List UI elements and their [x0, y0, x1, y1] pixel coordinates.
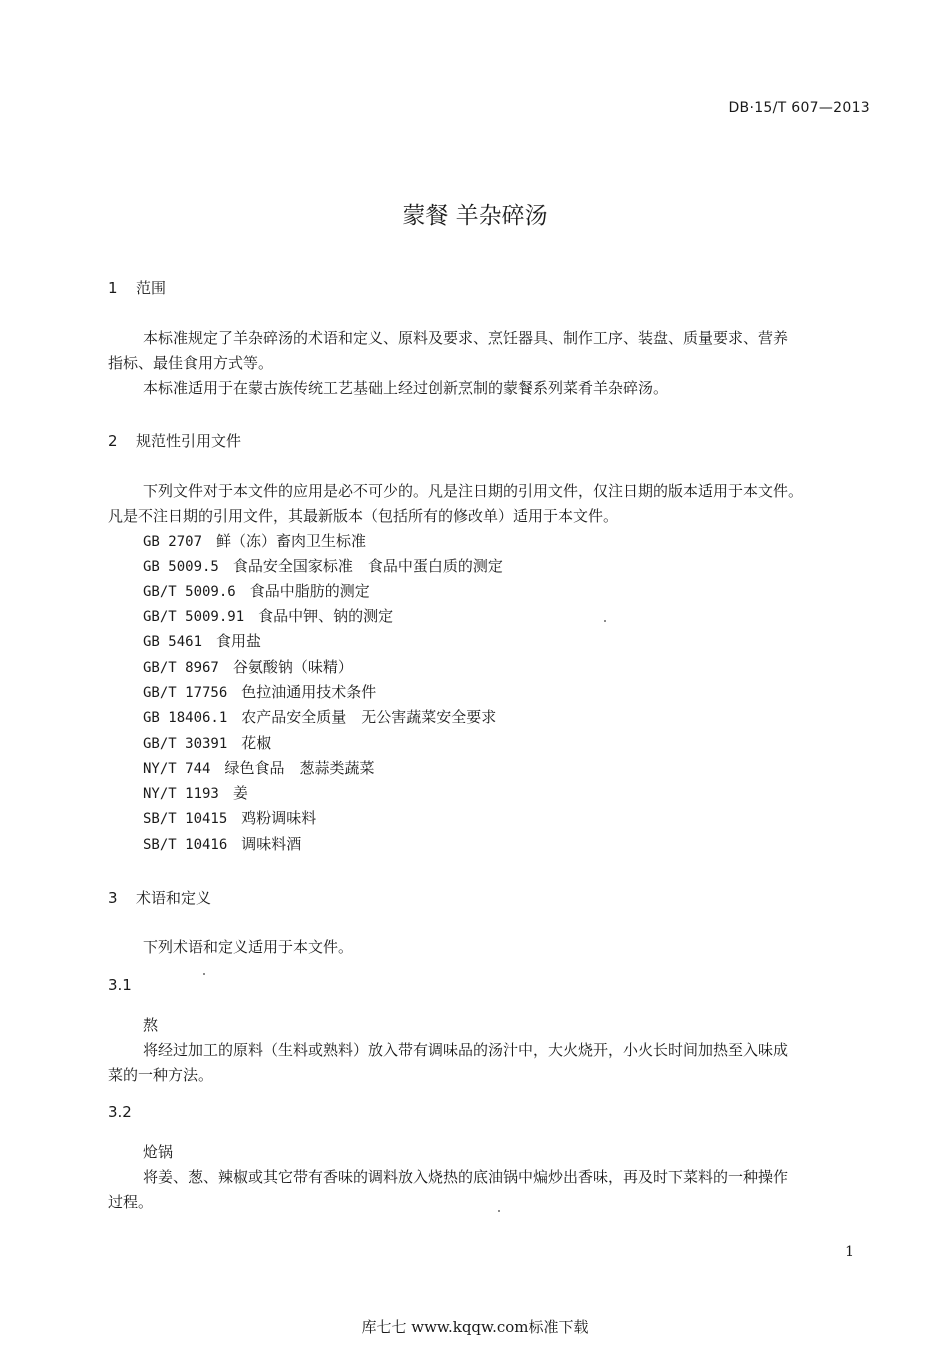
- section-number: 3: [108, 889, 118, 907]
- clause-number: 3.1: [108, 976, 132, 994]
- footer-watermark: 库七七 www.kqqw.com标准下载: [361, 1318, 589, 1336]
- reference-code: GB 2707: [143, 534, 203, 550]
- reference-title: 色拉油通用技术条件: [241, 683, 377, 701]
- reference-code: GB/T 17756: [143, 685, 228, 701]
- section-heading-terms: [108, 887, 211, 908]
- reference-item: [143, 555, 503, 576]
- reference-title: 食品中钾、钠的测定: [258, 607, 394, 625]
- reference-item: [143, 782, 248, 803]
- section-title: 规范性引用文件: [136, 432, 242, 450]
- reference-item: [143, 630, 261, 651]
- reference-title: 农产品安全质量 无公害蔬菜安全要求: [241, 708, 497, 726]
- term-definition-line-1: 将姜、葱、辣椒或其它带有香味的调料放入烧热的底油锅中煸炒出香味，再及时下菜料的一种操作: [143, 1168, 789, 1186]
- reference-item: [143, 757, 374, 778]
- reference-title: 鲜（冻）畜肉卫生标准: [216, 532, 367, 550]
- section-number: 2: [108, 432, 118, 450]
- reference-item: [143, 833, 301, 854]
- normative-intro-line-1: 下列文件对于本文件的应用是必不可少的。凡是注日期的引用文件，仅注日期的版本适用于本文件。: [143, 482, 804, 500]
- clause-number: 3.2: [108, 1103, 132, 1121]
- term-name: 熬: [143, 1016, 159, 1034]
- reference-title: 食品中脂肪的测定: [249, 582, 370, 600]
- reference-code: GB 5009.5: [143, 559, 219, 575]
- reference-title: 谷氨酸钠（味精）: [232, 658, 353, 676]
- page-number: 1: [845, 1244, 854, 1260]
- scope-para-1-line-1: 本标准规定了羊杂碎汤的术语和定义、原料及要求、烹饪器具、制作工序、装盘、质量要求、营养: [143, 329, 789, 347]
- reference-code: GB 5461: [143, 634, 203, 650]
- reference-title: 鸡粉调味料: [241, 809, 317, 827]
- reference-item: [143, 530, 366, 551]
- scan-speck: [604, 620, 606, 622]
- reference-item: [143, 807, 316, 828]
- reference-title: 食用盐: [216, 632, 262, 650]
- section-heading-normative: [108, 430, 241, 451]
- reference-code: GB 18406.1: [143, 710, 228, 726]
- section-title: 范围: [136, 279, 167, 297]
- reference-code: NY/T 1193: [143, 786, 219, 802]
- reference-code: GB/T 5009.91: [143, 609, 245, 625]
- reference-code: SB/T 10415: [143, 811, 228, 827]
- reference-title: 食品安全国家标准 食品中蛋白质的测定: [232, 557, 503, 575]
- reference-code: NY/T 744: [143, 761, 211, 777]
- reference-item: [143, 706, 496, 727]
- reference-item: [143, 681, 376, 702]
- reference-item: [143, 580, 370, 601]
- section-title: 术语和定义: [136, 889, 212, 907]
- reference-code: GB/T 30391: [143, 736, 228, 752]
- scope-para-1-line-2: 指标、最佳食用方式等。: [108, 354, 274, 372]
- reference-title: 调味料酒: [241, 835, 302, 853]
- term-definition-line-2: 菜的一种方法。: [108, 1066, 214, 1084]
- section-number: 1: [108, 279, 118, 297]
- reference-title: 绿色食品 葱蒜类蔬菜: [224, 759, 375, 777]
- reference-code: GB/T 5009.6: [143, 584, 236, 600]
- reference-title: 姜: [232, 784, 248, 802]
- document-title: 蒙餐 羊杂碎汤: [402, 203, 548, 229]
- reference-item: [143, 605, 393, 626]
- scope-para-2: 本标准适用于在蒙古族传统工艺基础上经过创新烹制的蒙餐系列菜肴羊杂碎汤。: [143, 379, 669, 397]
- scan-speck: [498, 1210, 500, 1212]
- reference-code: GB/T 8967: [143, 660, 219, 676]
- scan-speck: [203, 973, 205, 975]
- reference-title: 花椒: [241, 734, 272, 752]
- standard-code: DB·15/T 607—2013: [728, 100, 870, 116]
- term-name: 炝锅: [143, 1143, 174, 1161]
- reference-item: [143, 656, 353, 677]
- term-definition-line-1: 将经过加工的原料（生料或熟料）放入带有调味品的汤汁中，大火烧开，小火长时间加热至入味成: [143, 1041, 789, 1059]
- reference-item: [143, 732, 271, 753]
- reference-code: SB/T 10416: [143, 837, 228, 853]
- section-heading-scope: [108, 277, 166, 298]
- terms-intro: 下列术语和定义适用于本文件。: [143, 938, 354, 956]
- normative-intro-line-2: 凡是不注日期的引用文件，其最新版本（包括所有的修改单）适用于本文件。: [108, 507, 619, 525]
- term-definition-line-2: 过程。: [108, 1193, 154, 1211]
